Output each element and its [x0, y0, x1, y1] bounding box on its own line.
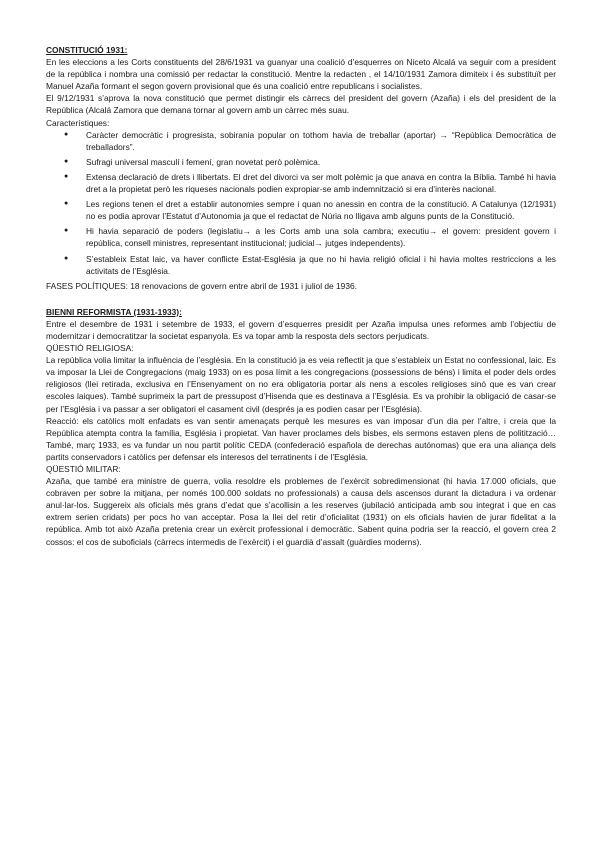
bullet-icon: ● [64, 172, 69, 180]
features-label: Característiques: [46, 117, 110, 128]
paragraph-elections: En les eleccions a les Corts constituents del 28/6/1931 va guanyar una coalició d’esquerres on Niceto Alcalá va seguir com a president de la república i nombra una comissió per redactar la constitució. Mentre la redacten , el 14/10/1931 Zamora dimiteix i és substituït per Manuel Azaña formant el segon govern provisional que és una coalició entre republicans i socialistes. [46, 57, 556, 92]
section-title-constitucio: CONSTITUCIÓ 1931: [46, 45, 128, 55]
paragraph-religious: La república volia limitar la influència de l’església. En la constitució ja es veia reflectit ja que s’estableix un Estat no confessional, laic. Es va imposar la Llei de Congregacions (maig 1933) on es posa límit a les congregacions (possessions de béns) i limita el poder dels ordes religiosos (llei retirada, exclusiva en l’Ensenyament on no era obligatoria portar als nens a escoles religioses sinó que es van crear escoles laiques). També suprimeix la part de pressupost d’Hisenda que es destinava a l’Església. Es va prohibir la obligació de casar-se per l’Església i va passar a ser obligatori el casament civil (després ja es podien casar per l’Església). [46, 355, 556, 414]
list-item: ● Sufragi universal masculí i femení, gran novetat però polèmica. [64, 156, 321, 167]
religious-label: QÜESTIÓ RELIGIOSA: [46, 343, 134, 354]
paragraph-bienni-intro: Entre el desembre de 1931 i setembre de 1933, el govern d’esquerres presidit per Azaña impulsa unes reformes amb l’objectiu de modernitzar i democratitzar la societat espanyola. Es va topar amb la resposta dels sectors perjudicats. [46, 318, 556, 341]
list-item: ● S’estableix Estat laic, va haver conflicte Estat-Església ja que no hi havia religió oficial i hi havia moltes restriccions a les activitats de l’Església. [64, 253, 556, 276]
military-label: QÜESTIÓ MILITAR: [46, 464, 121, 474]
list-item: ● Extensa declaració de drets i llibertats. El dret del divorci va ser molt polèmic ja que anava en contra la Bíblia. També hi havia dret a la propietat però les riqueses nacionals podien expropiar-se amb indemnització si era d’interès nacional. [64, 171, 556, 195]
bullet-icon: ● [64, 227, 69, 235]
bullet-icon: ● [64, 157, 69, 165]
features-list [46, 129, 556, 277]
bullet-icon: ● [64, 200, 69, 208]
paragraph-phases: FASES POLÍTIQUES: 18 renovacions de govern entre abril de 1931 i juliol de 1936. [46, 280, 357, 291]
list-item: ● Caràcter democràtic i progresista, sobirania popular on tothom havia de treballar (aportar) → “República Democràtica de treballadors”. [64, 129, 556, 152]
paragraph-reaction: Reacció: els catòlics molt enfadats es van sentir amenaçats perquè les mesures es van imposar d’un dia per l’altre, i creia que la República atempta contra la família, Església i propietat. Van haver proclames dels bisbes, els sermons estaven plens de politització… També, març 1933, es va fundar un nou partit polític CEDA (confederació española de derechas autónomas) que era una aliança dels partits conservadors i catòlics per defensar els interesos del terratinents i de l’Església. [46, 415, 556, 462]
bullet-icon: ● [64, 130, 69, 138]
list-item: ● Hi havia separació de poders (legislatiu→ a les Corts amb una sola cambra; executiu→ el govern: president govern i república, consell ministres, representant institucional; judicial→ jutges independents). [64, 226, 556, 249]
document-page [46, 44, 556, 548]
section-title-bienni: BIENNI REFORMISTA (1931-1933): [46, 306, 182, 317]
paragraph-approval: El 9/12/1931 s’aprova la nova constitució que permet distingir els càrrecs del president del govern (Azaña) i els del president de la República (Alcalá Zamora que demana tornar al govern amb un càrrec més suau. [46, 93, 556, 116]
paragraph-military: Azaña, que també era ministre de guerra, volia resoldre els problemes de l’exèrcit sobredimensionat (hi havia 17.000 oficials, que cobraven per sobre la mitjana, per només 100.000 soldats no professionals) a causa dels ascensos durant la dictadura i va ordenar anul·lar-los. Suggereix als oficials més grans d’edat que s’acollisin a les reserves (jubilació anticipada amb sou integrat i que en cas extrem serien cridats) per pocs ho van acceptar. Posa la llei del retir d’oficialitat (1931) on els oficials havien de jurar fidelitat a la república. Amb tot això Azaña pretenia crear un exèrcit professional i democràtic. Sabent quina podria ser la reacció, el govern crea 2 cossos: el cos de suboficials (càrrecs intermedis de l’exèrcit) i el guardià d’assalt (guàrdies moderns). [46, 476, 556, 547]
list-item: ● Les regions tenen el dret a establir autonomies sempre i quan no anessin en contra de la constitució. A Catalunya (12/1931) no es podia aprovar l’Estatut d’Autonomia ja que el redactat de Núria no lligava amb alguns punts de la Constitució. [64, 199, 556, 222]
bullet-icon: ● [64, 254, 69, 262]
